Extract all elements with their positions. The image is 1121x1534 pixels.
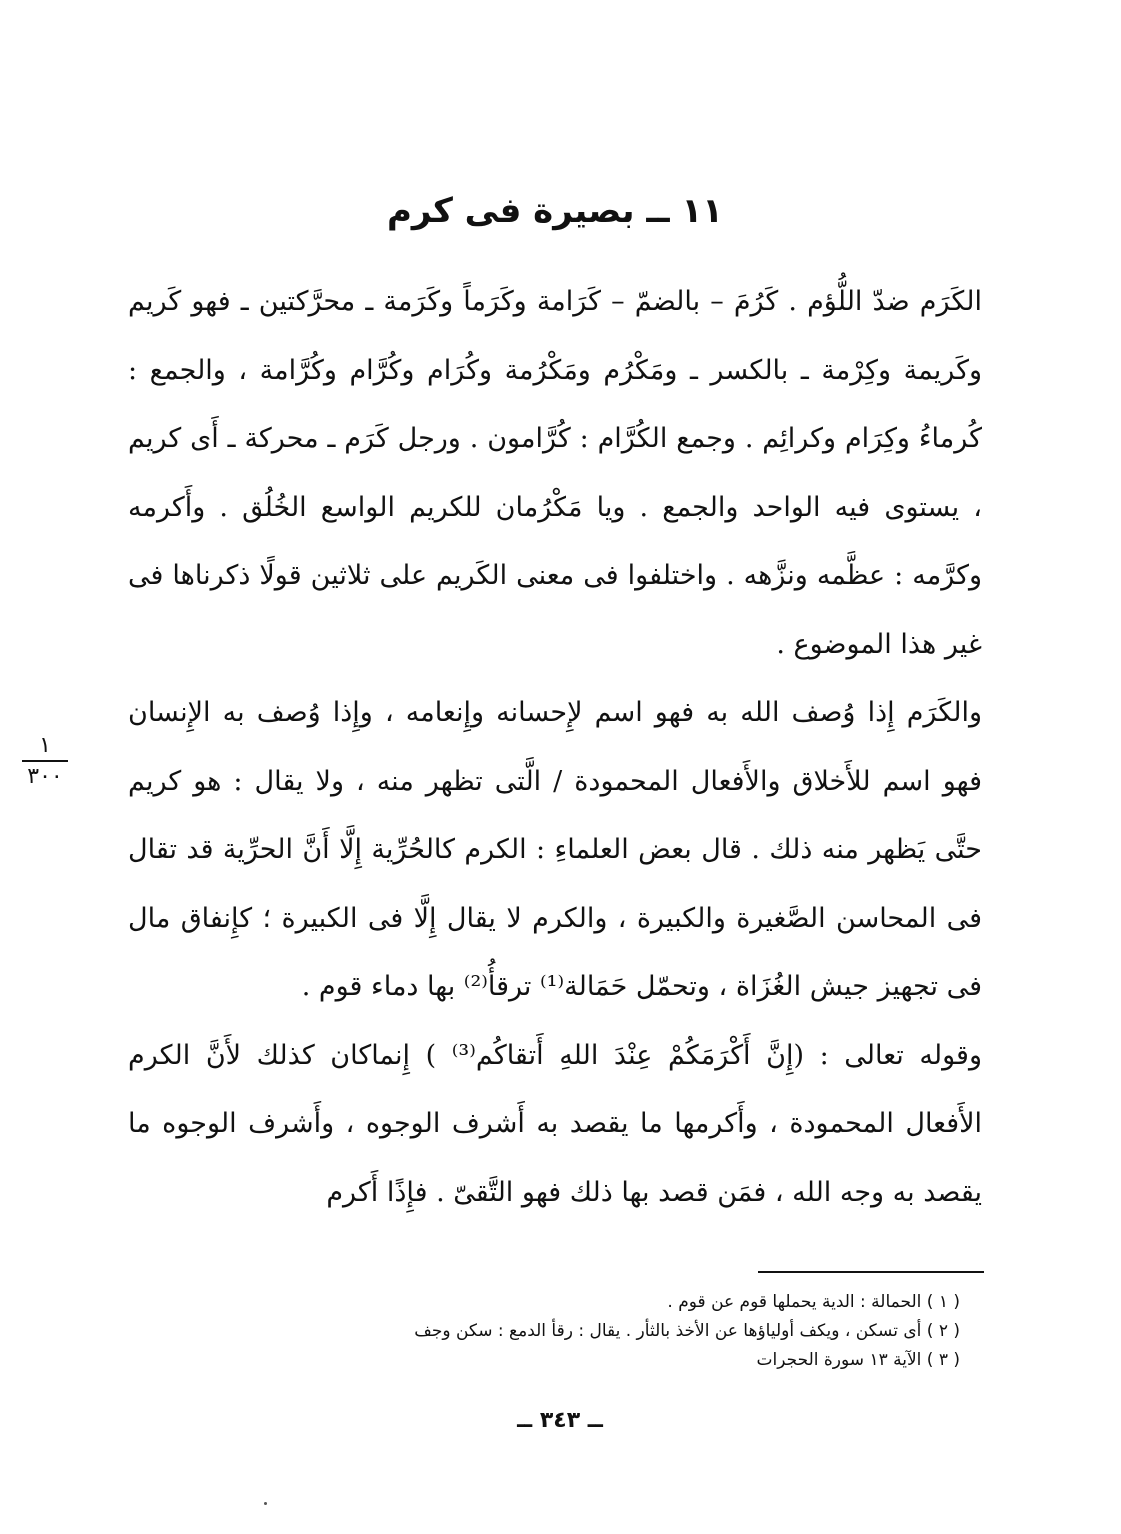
main-text: [128, 268, 982, 1227]
footnote-1: ( ١ ) الحمالة : الدية يحملها قوم عن قوم .: [667, 1292, 960, 1312]
footnote-separator: [758, 1271, 984, 1273]
folio-number: ١: [39, 733, 51, 758]
section-title: ١١ ــ بصيرة فى كرم: [387, 191, 723, 231]
folio-page: ٣٠٠: [27, 764, 63, 789]
scan-speck: [264, 1502, 267, 1505]
footnote-3: ( ٣ ) الآية ١٣ سورة الحجرات: [756, 1350, 960, 1370]
paragraph-1: الكَرَم ضدّ اللُّؤم . كَرُمَ – بالضمّ – كَرَامة وكَرَماً وكَرَمة ـ محرَّكتين ـ فهو كَريم وكَريمة وكِرْمة ـ بالكسر ـ ومَكْرُم ومَكْرُمة وكُرَام وكُرَّام وكُرَّامة ، والجمع : كُرماءُ وكِرَام وكرائِم . وجمع الكُرَّام : كُرَّامون . ورجل كَرَم ـ محركة ـ أَى كريم ، يستوى فيه الواحد والجمع . ويا مَكْرُمان للكريم الواسع الخُلُق . وأَكرمه وكرَّمه : عظَّمه ونزَّهه . واختلفوا فى معنى الكَريم على ثلاثين قولًا ذكرناها فى غير هذا الموضوع .: [128, 286, 982, 660]
manuscript-folio-marker: [20, 735, 70, 788]
footnotes: [290, 1288, 960, 1375]
paragraph-3: وقوله تعالى : (إِنَّ أَكْرَمَكُمْ عِنْدَ اللهِ أَتقاكُم⁽³⁾ ) إِنماكان كذلك لأَنَّ الكرم الأَفعال المحمودة ، وأَكرمها ما يقصد به أَشرف الوجوه ، وأَشرف الوجوه ما يقصد به وجه الله ، فمَن قصد بها ذلك فهو التَّقىّ . فإِذًا أَكرم: [128, 1039, 982, 1208]
footnote-2: ( ٢ ) أى تسكن ، ويكف أولياؤها عن الأخذ بالثأر . يقال : رقأ الدمع : سكن وجف: [414, 1321, 960, 1341]
page-number: ــ ٣٤٣ ــ: [517, 1408, 603, 1433]
paragraph-2: والكَرَم إِذا وُصف الله به فهو اسم لإِحسانه وإِنعامه ، وإِذا وُصف به الإِنسان فهو اسم للأَخلاق والأَفعال المحمودة / الَّتى تظهر منه ، ولا يقال : هو كريم حتَّى يَظهر منه ذلك . قال بعض العلماءِ : الكرم كالحُرِّية إِلَّا أَنَّ الحرِّية قد تقال فى المحاسن الصَّغيرة والكبيرة ، والكرم لا يقال إِلَّا فى الكبيرة ؛ كإِنفاق مال فى تجهيز جيش الغُزَاة ، وتحمّل حَمَالة⁽¹⁾ ترقأُ⁽²⁾ بها دماء قوم .: [128, 697, 982, 1002]
